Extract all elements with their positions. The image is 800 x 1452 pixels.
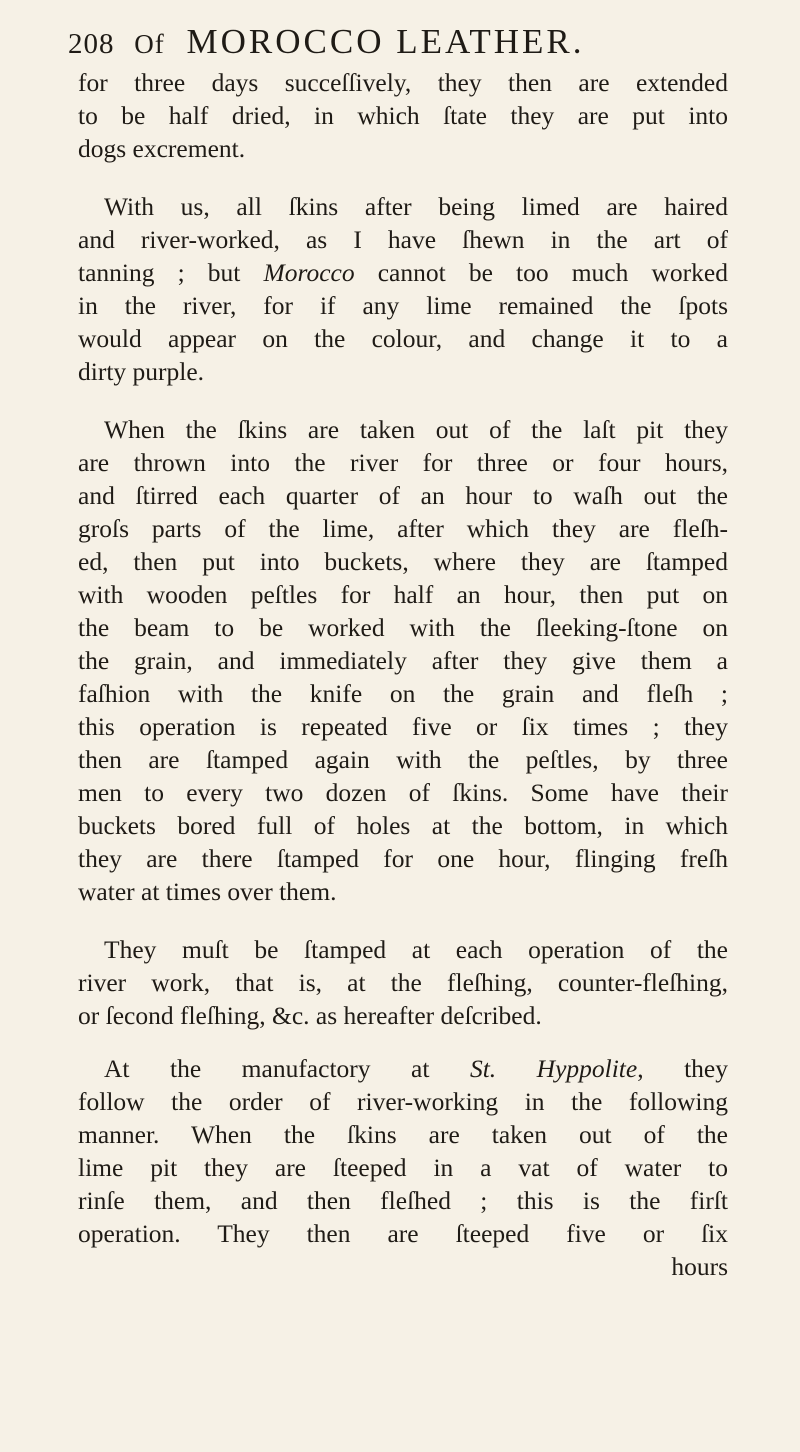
text-line: follow the order of river-working in the following — [78, 1087, 728, 1116]
paragraph — [78, 66, 728, 165]
text-line: With us, all ſkins after being limed are haired — [104, 192, 728, 221]
text-line: this operation is repeated five or ſix times ; they — [78, 712, 728, 741]
text-line: for three days succeſſively, they then are extended — [78, 68, 728, 97]
text-line: are thrown into the river for three or four hours, — [78, 448, 728, 477]
text-line: and ſtirred each quarter of an hour to waſh out the — [78, 481, 728, 510]
page-number: 208 — [68, 28, 115, 60]
text-line: operation. They then are ſteeped five or ſix — [78, 1219, 728, 1248]
paragraph — [78, 1052, 728, 1283]
paragraph — [78, 933, 728, 1032]
header-title: MOROCCO LEATHER. — [186, 22, 585, 61]
text-line: water at times over them. — [78, 877, 337, 906]
text-line: and river-worked, as I have ſhewn in the art of — [78, 225, 728, 254]
text-line: faſhion with the knife on the grain and fleſh ; — [78, 679, 728, 708]
text-line: the beam to be worked with the ſleeking-ſtone on — [78, 613, 728, 642]
paragraph — [78, 190, 728, 388]
text-line: groſs parts of the lime, after which they are fleſh- — [78, 514, 728, 543]
text-line: lime pit they are ſteeped in a vat of water to — [78, 1153, 728, 1182]
paragraph — [78, 413, 728, 908]
text-line: in the river, for if any lime remained the ſpots — [78, 291, 728, 320]
running-header — [68, 20, 728, 66]
text-line: When the ſkins are taken out of the laſt pit they — [104, 415, 728, 444]
text-line: tanning ; but Morocco cannot be too much worked — [78, 258, 728, 287]
catchword: hours — [671, 1252, 728, 1281]
text-line: dirty purple. — [78, 357, 205, 386]
text-line: manner. When the ſkins are taken out of the — [78, 1120, 728, 1149]
text-line: men to every two dozen of ſkins. Some have their — [78, 778, 728, 807]
text-line: buckets bored full of holes at the bottom, in which — [78, 811, 728, 840]
text-line: they are there ſtamped for one hour, flinging freſh — [78, 844, 728, 873]
text-line: would appear on the colour, and change it to a — [78, 324, 728, 353]
book-page — [68, 20, 729, 1440]
text-line: river work, that is, at the fleſhing, counter-fleſhing, — [78, 968, 728, 997]
text-line: They muſt be ſtamped at each operation of the — [104, 935, 728, 964]
text-line: with wooden peſtles for half an hour, then put on — [78, 580, 728, 609]
text-line: rinſe them, and then fleſhed ; this is the firſt — [78, 1186, 728, 1215]
text-line: At the manufactory at St. Hyppolite, they — [104, 1054, 729, 1083]
header-of: Of — [134, 29, 165, 59]
text-line: then are ſtamped again with the peſtles, by three — [78, 745, 728, 774]
text-line: ed, then put into buckets, where they are ſtamped — [78, 547, 728, 576]
text-line: dogs excrement. — [78, 134, 246, 163]
text-line: the grain, and immediately after they give them a — [78, 646, 728, 675]
text-line: to be half dried, in which ſtate they are put into — [78, 101, 728, 130]
text-line: or ſecond fleſhing, &c. as hereafter deſcribed. — [78, 1001, 542, 1030]
